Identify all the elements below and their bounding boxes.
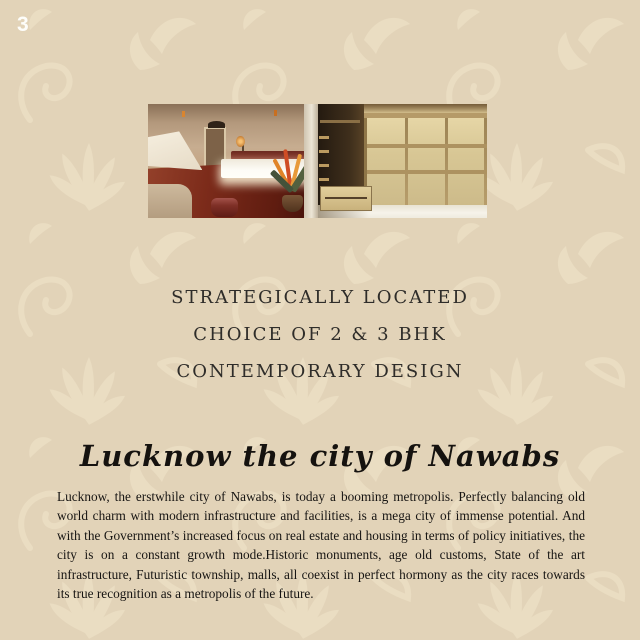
bedroom-bed-corner-art bbox=[148, 184, 192, 218]
page-number: 3 bbox=[17, 13, 30, 36]
headline-line-1: STRATEGICALLY LOCATED bbox=[171, 287, 469, 308]
bedroom-lamp-glow-art bbox=[236, 136, 245, 147]
headline-block bbox=[0, 279, 640, 390]
wardrobe-rod-art bbox=[320, 120, 361, 123]
photo-strip bbox=[148, 104, 487, 218]
wardrobe-photo bbox=[318, 104, 487, 218]
bedroom-ceiling-light-art bbox=[182, 111, 185, 117]
body-paragraph: Lucknow, the erstwhile city of Nawabs, is today a booming metropolis. Perfectly balancing old world charm with modern infrastructure and facilities, is a mega city of immense potential. And with the Government’s increased focus on real estate and housing in terms of policy initiatives, the city is on a constant growth mode.Historic monuments, age old customs, State of the art infrastructure, Futuristic township, malls, all coexist in perfect hormony as the city races towards its true recognition as a metropolis of the future. bbox=[57, 489, 585, 602]
bedroom-interior-photo bbox=[148, 104, 318, 218]
wardrobe-sliding-panels-art bbox=[364, 118, 487, 206]
bedroom-flowers-art bbox=[269, 138, 310, 190]
bedroom-column-art bbox=[304, 104, 318, 218]
headline-line-2: CHOICE OF 2 & 3 BHK bbox=[193, 324, 447, 345]
bedroom-ceiling-light-art bbox=[274, 110, 277, 116]
bedroom-drum-stool-art bbox=[211, 198, 238, 217]
wardrobe-shelves-art bbox=[319, 125, 329, 185]
bedroom-lampshade-art bbox=[148, 131, 202, 170]
headline-line-3: CONTEMPORARY DESIGN bbox=[176, 361, 464, 382]
section-title: Lucknow the city of Nawabs bbox=[79, 439, 561, 473]
bedroom-wall-decor-art bbox=[208, 121, 225, 128]
wardrobe-drawer-unit-art bbox=[320, 186, 372, 211]
